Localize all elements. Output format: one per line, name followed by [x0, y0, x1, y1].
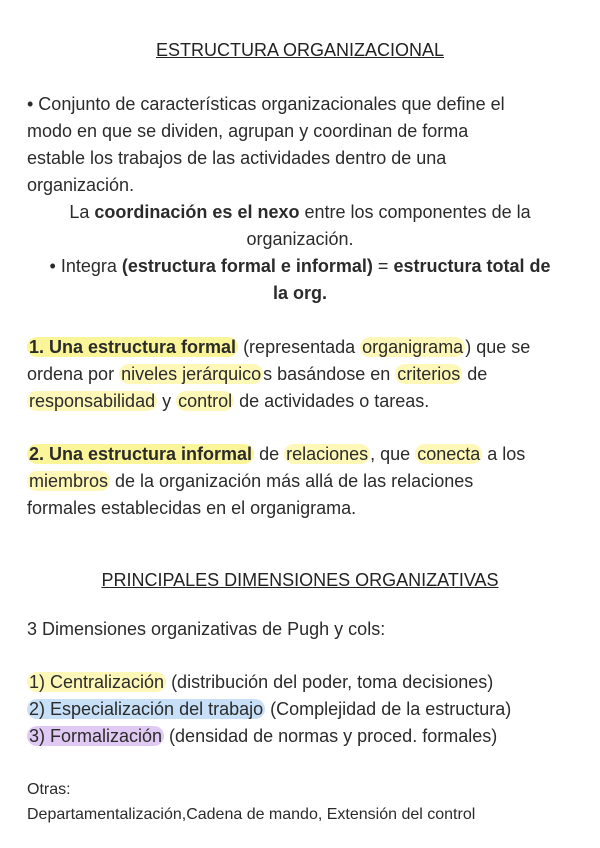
- dimensions-intro: 3 Dimensiones organizativas de Pugh y cols:: [27, 619, 386, 639]
- text-fragment: (representada: [238, 337, 361, 357]
- definition-paragraph: [27, 91, 575, 199]
- otras-label: Otras:: [27, 781, 71, 798]
- integra-paragraph: [27, 253, 573, 307]
- highlight-heading: 1. Una estructura formal: [29, 337, 237, 357]
- text-fragment: (densidad de normas y proced. formales): [164, 726, 498, 746]
- highlight-text: responsabilidad: [29, 391, 156, 411]
- highlight-text: miembros: [29, 471, 109, 491]
- bold-text: estructura total de: [393, 256, 551, 276]
- highlight-text: 3) Formalización: [29, 726, 163, 746]
- text-fragment: entre los componentes de la: [299, 202, 531, 222]
- text-fragment: (Complejidad de la estructura): [265, 699, 512, 719]
- section-title-estructura: ESTRUCTURA ORGANIZACIONAL: [155, 40, 445, 60]
- text-fragment: La: [69, 202, 95, 222]
- text-line: modo en que se dividen, agrupan y coordinan de forma: [27, 121, 469, 141]
- text-fragment: • Integra: [49, 256, 122, 276]
- highlight-text: conecta: [417, 444, 481, 464]
- list-item: [27, 696, 575, 723]
- text-fragment: de: [462, 364, 488, 384]
- text-fragment: s basándose en: [263, 364, 396, 384]
- text-fragment: y: [157, 391, 177, 411]
- text-line: formales establecidas en el organigrama.: [27, 498, 357, 518]
- text-line: organización.: [27, 175, 135, 195]
- coordination-paragraph: [27, 199, 573, 253]
- highlight-text: criterios: [397, 364, 461, 384]
- text-fragment: ordena por: [27, 364, 120, 384]
- highlight-text: niveles jerárquico: [121, 364, 262, 384]
- highlight-heading: 2. Una estructura informal: [29, 444, 253, 464]
- informal-structure-paragraph: [27, 441, 575, 522]
- text-fragment: (distribución del poder, toma decisiones): [166, 672, 494, 692]
- bold-text: (estructura formal e informal): [121, 256, 373, 276]
- formal-structure-paragraph: [27, 334, 575, 415]
- highlight-text: control: [178, 391, 233, 411]
- text-fragment: de: [254, 444, 285, 464]
- bold-text: la org.: [272, 283, 327, 303]
- highlight-text: 1) Centralización: [29, 672, 165, 692]
- text-line: organización.: [246, 229, 354, 249]
- section-title-dimensiones: PRINCIPALES DIMENSIONES ORGANIZATIVAS: [101, 570, 499, 590]
- text-fragment: a los: [482, 444, 526, 464]
- list-item: [27, 669, 575, 696]
- highlight-text: organigrama: [362, 337, 464, 357]
- dimensions-list: [27, 669, 575, 750]
- text-fragment: de actividades o tareas.: [234, 391, 430, 411]
- text-fragment: ) que se: [465, 337, 531, 357]
- otras-text: Departamentalización,Cadena de mando, Extensión del control: [27, 806, 476, 823]
- list-item: [27, 723, 575, 750]
- text-fragment: =: [372, 256, 394, 276]
- text-fragment: de la organización más allá de las relaciones: [110, 471, 474, 491]
- text-fragment: , que: [370, 444, 416, 464]
- bold-text: coordinación es el nexo: [94, 202, 300, 222]
- highlight-text: 2) Especialización del trabajo: [29, 699, 264, 719]
- text-line: estable los trabajos de las actividades dentro de una: [27, 148, 447, 168]
- text-line: • Conjunto de características organizacionales que define el: [27, 94, 505, 114]
- highlight-text: relaciones: [286, 444, 369, 464]
